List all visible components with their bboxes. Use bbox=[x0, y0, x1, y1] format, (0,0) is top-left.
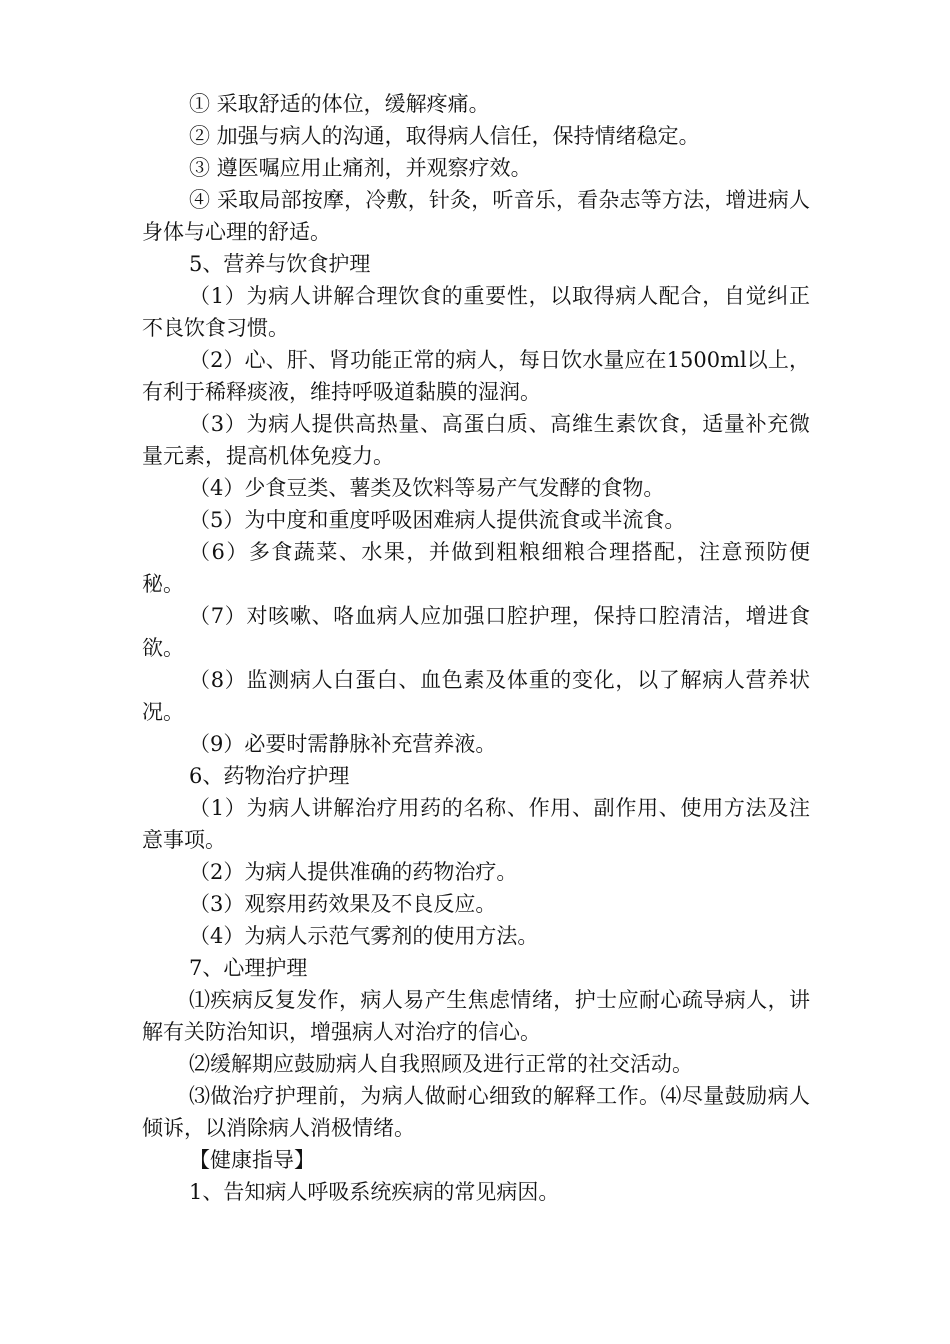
nutrition-item-1: （1）为病人讲解合理饮食的重要性，以取得病人配合，自觉纠正不良饮食习惯。 bbox=[142, 284, 810, 340]
psychology-item-1: ⑴疾病反复发作，病人易产生焦虑情绪，护士应耐心疏导病人，讲解有关防治知识，增强病人对治疗的信心。 bbox=[142, 988, 810, 1044]
section-heading-psychology: 7、心理护理 bbox=[189, 956, 308, 980]
section-heading-nutrition: 5、营养与饮食护理 bbox=[189, 252, 371, 276]
medication-item-4: （4）为病人示范气雾剂的使用方法。 bbox=[189, 924, 539, 948]
psychology-item-3-4: ⑶做治疗护理前，为病人做耐心细致的解释工作。⑷尽量鼓励病人倾诉，以消除病人消极情绪。 bbox=[142, 1084, 810, 1140]
list-item-analgesic: ③ 遵医嘱应用止痛剂，并观察疗效。 bbox=[189, 156, 532, 180]
health-guidance-item-1: 1、告知病人呼吸系统疾病的常见病因。 bbox=[189, 1180, 560, 1204]
document-body bbox=[142, 88, 810, 1208]
medication-item-1: （1）为病人讲解治疗用药的名称、作用、副作用、使用方法及注意事项。 bbox=[142, 796, 810, 852]
section-heading-health-guidance: 【健康指导】 bbox=[189, 1148, 315, 1172]
psychology-item-2: ⑵缓解期应鼓励病人自我照顾及进行正常的社交活动。 bbox=[189, 1052, 693, 1076]
medication-item-3: （3）观察用药效果及不良反应。 bbox=[189, 892, 497, 916]
list-item-comfort-position: ① 采取舒适的体位，缓解疼痛。 bbox=[189, 92, 490, 116]
nutrition-item-8: （8）监测病人白蛋白、血色素及体重的变化，以了解病人营养状况。 bbox=[142, 668, 810, 724]
section-heading-medication: 6、药物治疗护理 bbox=[189, 764, 350, 788]
nutrition-item-6: （6）多食蔬菜、水果，并做到粗粮细粮合理搭配，注意预防便秘。 bbox=[142, 540, 810, 596]
nutrition-item-5: （5）为中度和重度呼吸困难病人提供流食或半流食。 bbox=[189, 508, 686, 532]
list-item-communication: ② 加强与病人的沟通，取得病人信任，保持情绪稳定。 bbox=[189, 124, 700, 148]
nutrition-item-2: （2）心、肝、肾功能正常的病人，每日饮水量应在1500ml以上，有利于稀释痰液，维持呼吸道黏膜的湿润。 bbox=[142, 348, 810, 404]
list-item-massage: ④ 采取局部按摩，冷敷，针灸，听音乐，看杂志等方法，增进病人身体与心理的舒适。 bbox=[142, 188, 810, 244]
nutrition-item-9: （9）必要时需静脉补充营养液。 bbox=[189, 732, 497, 756]
nutrition-item-3: （3）为病人提供高热量、高蛋白质、高维生素饮食，适量补充微量元素，提高机体免疫力。 bbox=[142, 412, 810, 468]
nutrition-item-7: （7）对咳嗽、咯血病人应加强口腔护理，保持口腔清洁，增进食欲。 bbox=[142, 604, 810, 660]
medication-item-2: （2）为病人提供准确的药物治疗。 bbox=[189, 860, 518, 884]
nutrition-item-4: （4）少食豆类、薯类及饮料等易产气发酵的食物。 bbox=[189, 476, 665, 500]
